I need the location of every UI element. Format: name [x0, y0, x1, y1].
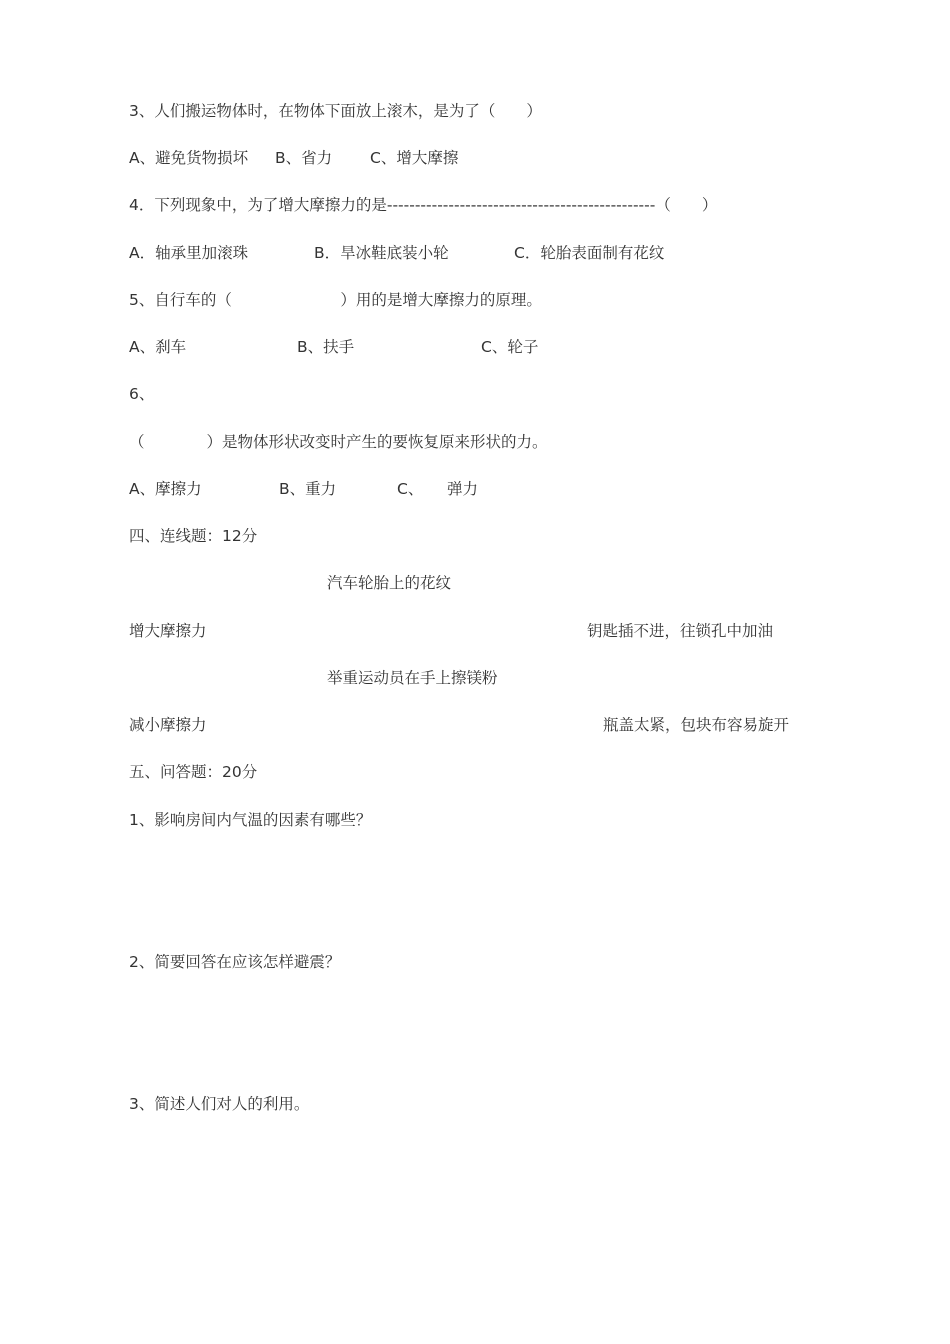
essay-question: 3、简述人们对人的利用。 — [129, 1095, 310, 1113]
q4-option-b: B．旱冰鞋底装小轮 — [314, 244, 449, 262]
match-middle-item: 汽车轮胎上的花纹 — [327, 574, 452, 592]
match-left-item: 减小摩擦力 — [129, 716, 207, 734]
q5-stem: 5、自行车的（ ）用的是增大摩擦力的原理。 — [129, 291, 542, 309]
q5-option-c: C、轮子 — [481, 338, 539, 356]
q3-option-a: A、避免货物损坏 — [129, 149, 249, 167]
essay-question: 2、简要回答在应该怎样避震？ — [129, 953, 341, 971]
section4-title: 四、连线题：12分 — [129, 527, 258, 545]
q6-option-a: A、摩擦力 — [129, 480, 202, 498]
match-right-item: 瓶盖太紧，包块布容易旋开 — [603, 716, 790, 734]
q3-option-c: C、增大摩擦 — [370, 149, 459, 167]
q6-option-c-text: 弹力 — [447, 480, 479, 498]
q6-number: 6、 — [129, 385, 155, 403]
essay-question: 1、影响房间内气温的因素有哪些？ — [129, 811, 372, 829]
q3-stem: 3、人们搬运物体时，在物体下面放上滚木，是为了（ ） — [129, 102, 542, 120]
match-left-item: 增大摩擦力 — [129, 622, 207, 640]
q5-option-b: B、扶手 — [297, 338, 355, 356]
match-middle-item: 举重运动员在手上擦镁粉 — [327, 669, 498, 687]
q4-option-c: C．轮胎表面制有花纹 — [514, 244, 665, 262]
section5-title: 五、问答题：20分 — [129, 763, 258, 781]
q5-option-a: A、刹车 — [129, 338, 187, 356]
q4-stem: 4．下列现象中，为了增大摩擦力的是------------------------------------------------（ ） — [129, 196, 718, 214]
q6-option-b: B、重力 — [279, 480, 337, 498]
q4-option-a: A．轴承里加滚珠 — [129, 244, 249, 262]
q6-stem: （ ）是物体形状改变时产生的要恢复原来形状的力。 — [129, 433, 548, 451]
q6-option-c: C、 — [397, 480, 424, 498]
match-right-item: 钥匙插不进，往锁孔中加油 — [587, 622, 774, 640]
q3-option-b: B、省力 — [275, 149, 333, 167]
